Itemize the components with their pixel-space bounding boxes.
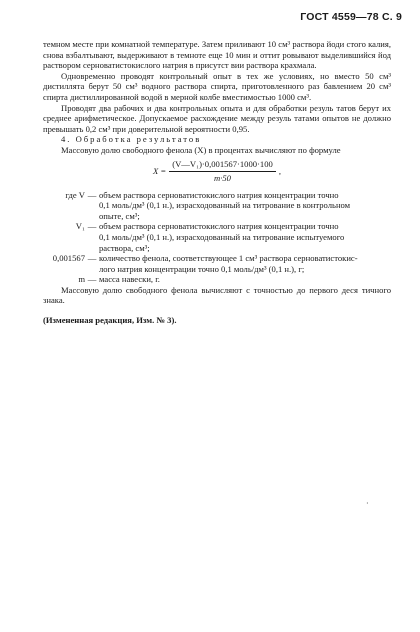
- paragraph-1: [43, 39, 391, 71]
- text-line: 0,1 моль/дм³ (0,1 н.), израсходованный на титрование испытуемого: [99, 231, 345, 242]
- text-line: бавлением 20 см³ спирта дистиллированной водой в мерной колбе вместимостью: [43, 81, 391, 102]
- paragraph-5: [43, 285, 391, 306]
- definition-symbol: V₁: [75, 221, 85, 232]
- text-line: масса навески, г.: [99, 274, 160, 285]
- text-line: стого калия, снова взбалтывают, выдерживают в темноте еще 10 мин и оттит: [43, 39, 392, 60]
- definition-dash: —: [87, 189, 97, 200]
- page-header: ГОСТ 4559—78 С. 9: [300, 11, 402, 23]
- text-line: раствора, см³;: [99, 242, 150, 253]
- text-line: Проводят два рабочих и два контрольных опыта и для обработки резуль: [61, 102, 337, 113]
- text-line: лого натрия концентрации точно 0,1 моль/дм³ (0,1 н.), г;: [99, 263, 305, 274]
- text-line: татами опытов не должно превышать 0,2 см³ при доверительной вероятности: [43, 113, 391, 134]
- text-line: Одновременно проводят контрольный опыт в тех же условиях, но вместо: [61, 70, 366, 81]
- definition-symbol: где V: [65, 189, 85, 200]
- formula: [43, 159, 391, 185]
- text-line: татов берут их среднее арифметическое. Допускаемое расхождение между резуль: [43, 102, 391, 124]
- formula-lhs: X =: [153, 166, 167, 177]
- text-line: темном месте при комнатной температуре. Затем приливают 10 см³ раствора йоди: [43, 39, 347, 49]
- text-line: вии раствора крахмала.: [230, 60, 317, 71]
- paragraph-2: [43, 71, 391, 103]
- amendment-note: (Измененная редакция, Изм. № 3).: [43, 315, 177, 326]
- definition-symbol: 0,001567: [52, 253, 85, 264]
- scan-mark: ·: [366, 499, 369, 508]
- text-line: ровывают выделившийся йод раствором серноватистокислого натрия в присутст: [43, 49, 391, 71]
- text-line: количество фенола, соответствующее 1 см³ раствора серноватистокис-: [99, 253, 358, 264]
- definition-dash: —: [87, 253, 97, 264]
- definition-item: [43, 253, 391, 274]
- text-line: 0,1 моль/дм³ (0,1 н.), израсходованный на титрование в контрольном: [99, 200, 351, 211]
- text-line: тичного знака.: [43, 284, 391, 306]
- formula-numerator: (V—V₁)·0,001567·1000·100: [169, 159, 276, 172]
- definition-dash: —: [87, 274, 97, 285]
- text-line: 0,95.: [232, 123, 250, 134]
- definitions-list: [43, 190, 391, 285]
- formula-end: ,: [278, 166, 281, 177]
- text-line: 50 см³ дистиллята берут 50 см³ водного раствора спирта, приготовленного раз: [43, 70, 391, 92]
- section-heading: 4. Обработка результатов: [61, 134, 202, 145]
- text-line: 1000 см³.: [277, 91, 312, 102]
- definition-dash: —: [87, 221, 97, 232]
- text-line: опыте, см³;: [99, 210, 140, 221]
- document-body: [43, 39, 391, 326]
- definition-item: [43, 274, 391, 285]
- text-line: объем раствора серноватистокислого натрия концентрации точно: [99, 189, 339, 200]
- definition-symbol: m: [78, 274, 85, 285]
- paragraph-4: Массовую долю свободного фенола (X) в процентах вычисляют по формуле: [61, 144, 341, 155]
- definition-text: [99, 221, 391, 253]
- formula-denominator: m·50: [214, 173, 231, 184]
- definition-text: [99, 274, 391, 285]
- text-line: Массовую долю свободного фенола вычисляют с точностью до первого деся: [61, 284, 362, 295]
- definition-text: [99, 190, 391, 222]
- formula-fraction: [169, 159, 276, 183]
- paragraph-3: [43, 103, 391, 135]
- definition-text: [99, 253, 391, 274]
- definition-item: [43, 221, 391, 253]
- text-line: объем раствора серноватистокислого натрия концентрации точно: [99, 221, 339, 232]
- definition-item: [43, 190, 391, 222]
